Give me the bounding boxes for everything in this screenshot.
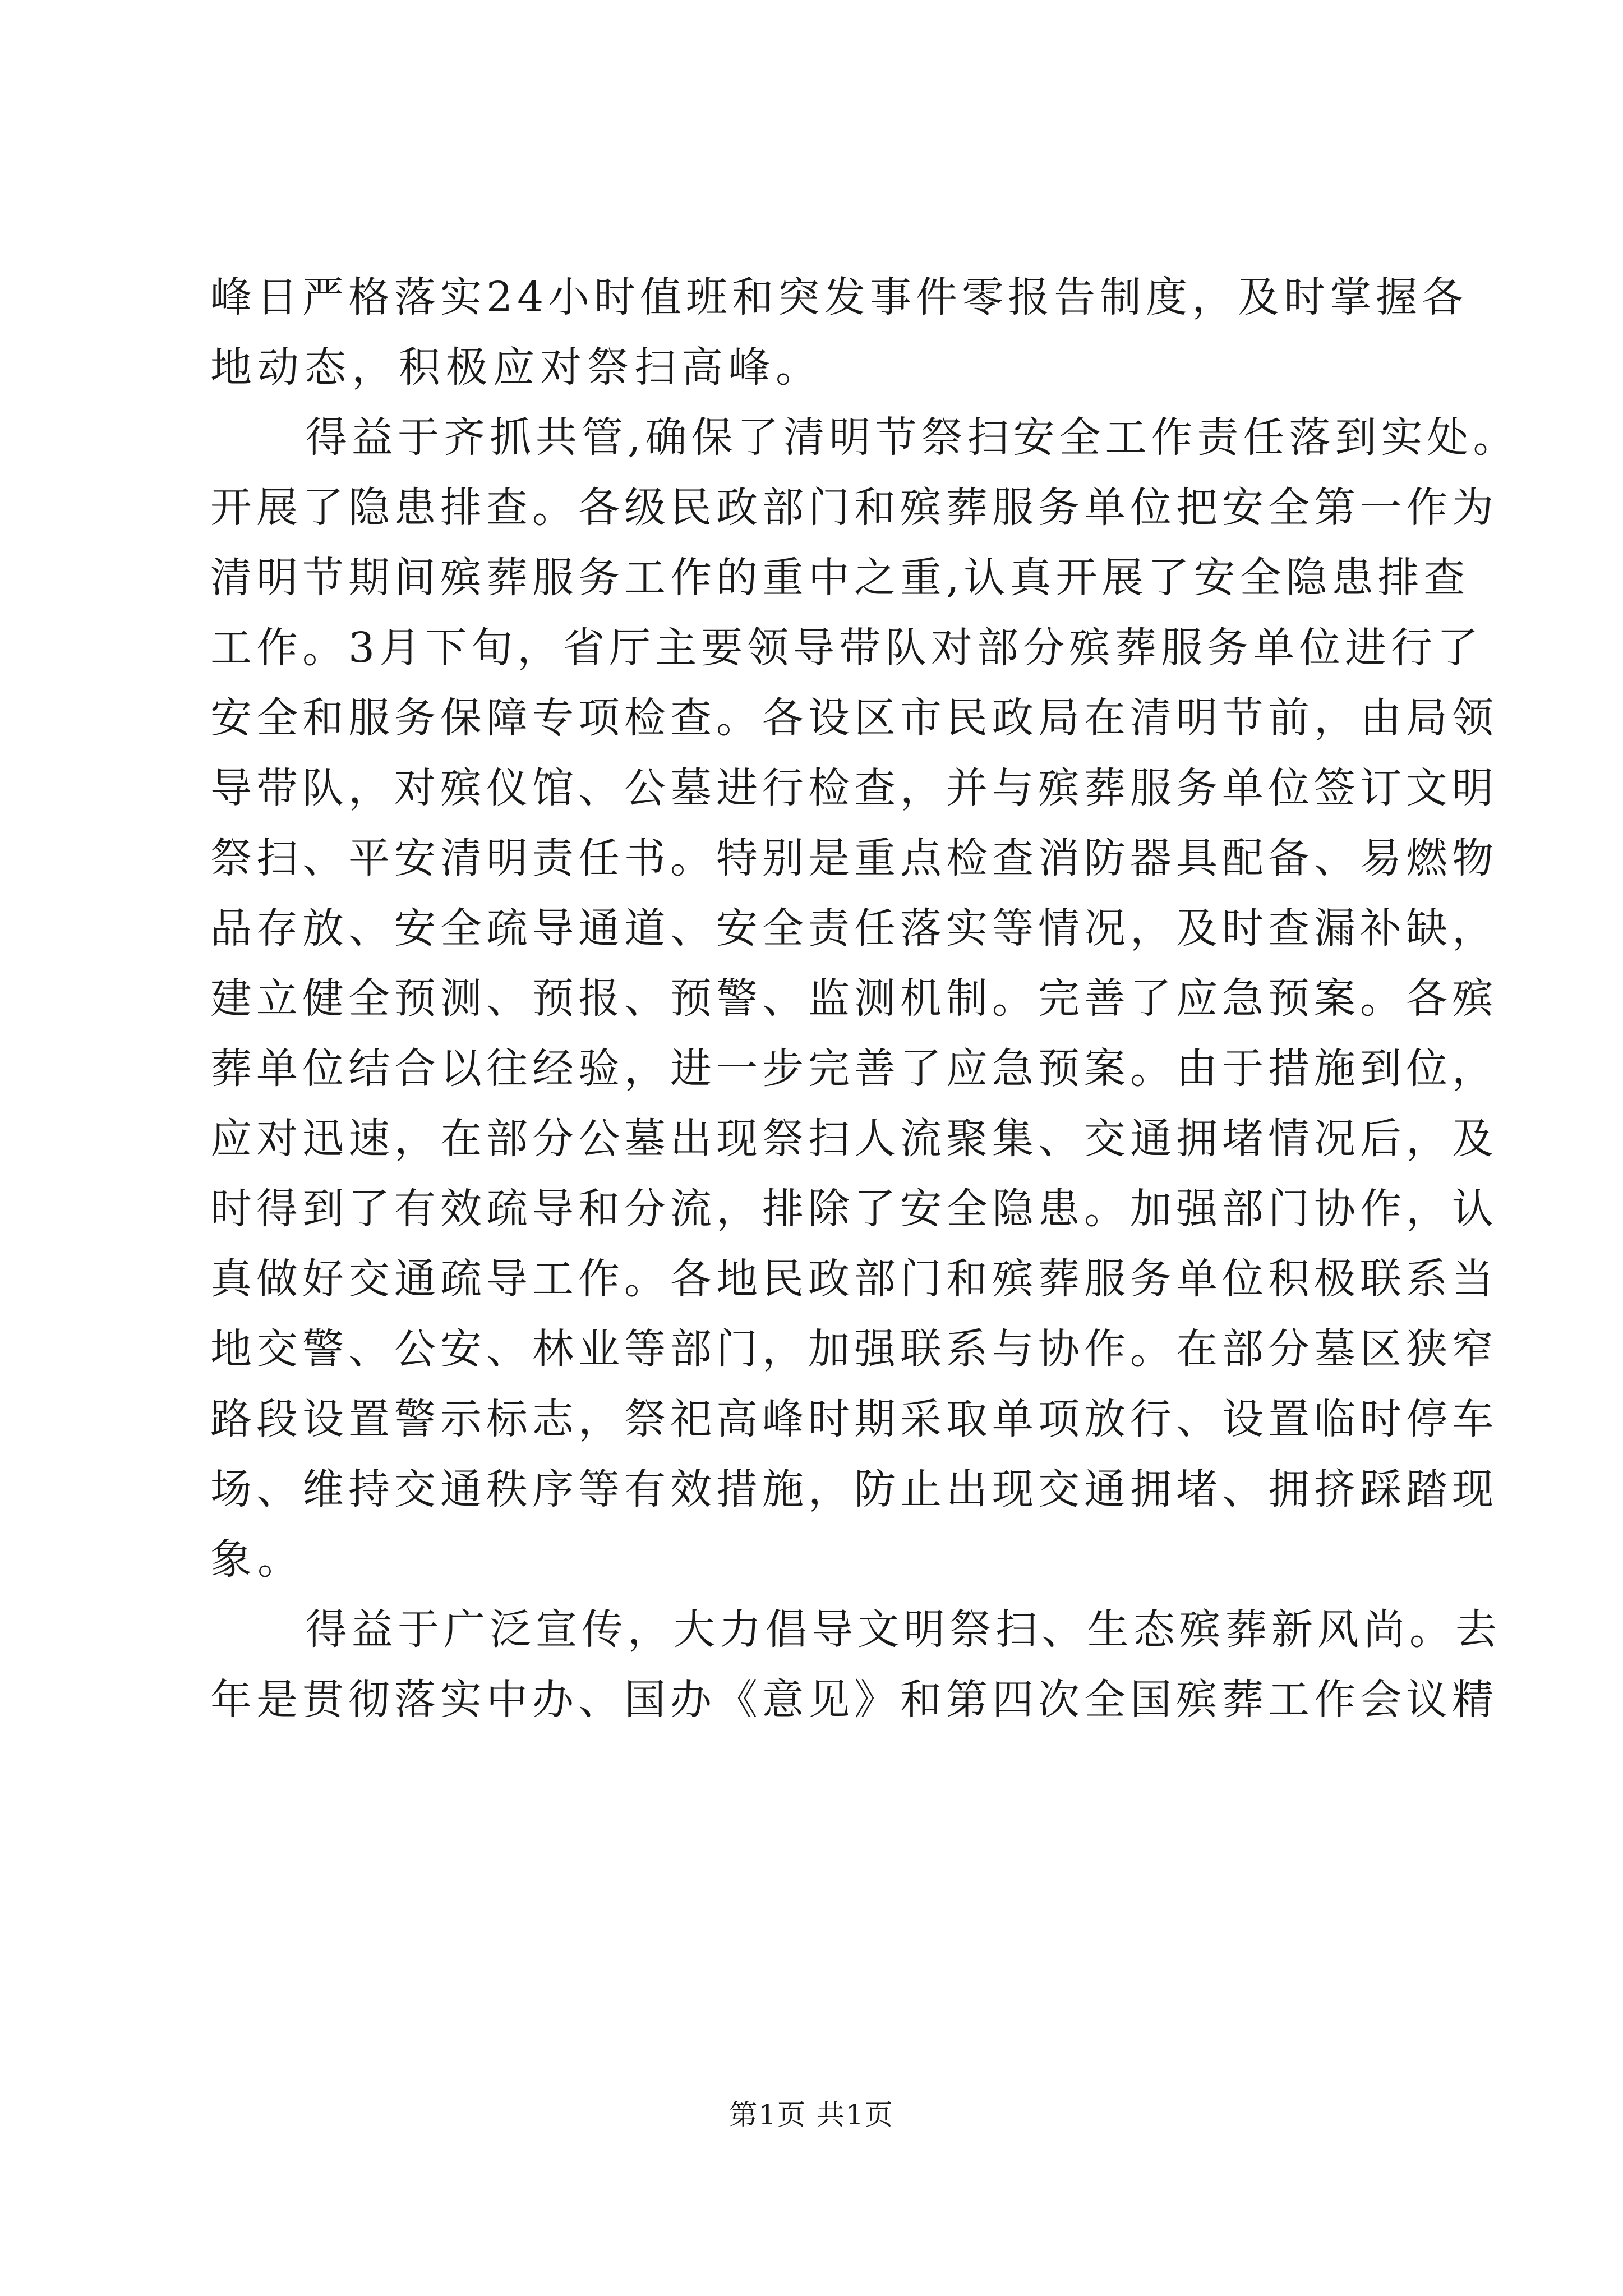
text-line: 品存放、安全疏导通道、安全责任落实等情况，及时查漏补缺， xyxy=(210,904,1498,953)
text-line: 年是贯彻落实中办、国办《意见》和第四次全国殡葬工作会议精 xyxy=(210,1676,1498,1724)
text-line: 葬单位结合以往经验，进一步完善了应急预案。由于措施到位， xyxy=(210,1045,1498,1093)
text-line: 建立健全预测、预报、预警、监测机制。完善了应急预案。各殡 xyxy=(210,974,1498,1023)
text-line: 场、维持交通秩序等有效措施，防止出现交通拥堵、拥挤踩踏现 xyxy=(210,1465,1498,1513)
text-line: 得益于广泛宣传，大力倡导文明祭扫、生态殡葬新风尚。去 xyxy=(306,1605,1501,1654)
text-line: 真做好交通疏导工作。各地民政部门和殡葬服务单位积极联系当 xyxy=(210,1255,1498,1303)
text-line: 路段设置警示标志，祭祀高峰时期采取单项放行、设置临时停车 xyxy=(210,1395,1498,1443)
text-line: 工作。3月下旬，省厅主要领导带队对部分殡葬服务单位进行了 xyxy=(210,624,1483,672)
document-body xyxy=(210,263,1519,1735)
text-line: 象。 xyxy=(210,1535,305,1584)
text-line: 导带队，对殡仪馆、公墓进行检查，并与殡葬服务单位签订文明 xyxy=(210,764,1498,812)
text-line: 地交警、公安、林业等部门，加强联系与协作。在部分墓区狭窄 xyxy=(210,1325,1498,1373)
text-line: 得益于齐抓共管,确保了清明节祭扫安全工作责任落到实处。 xyxy=(306,413,1519,462)
text-line: 时得到了有效疏导和分流，排除了安全隐患。加强部门协作，认 xyxy=(210,1185,1498,1233)
text-line: 清明节期间殡葬服务工作的重中之重,认真开展了安全隐患排查 xyxy=(210,554,1470,602)
text-line: 应对迅速，在部分公墓出现祭扫人流聚集、交通拥堵情况后，及 xyxy=(210,1115,1498,1163)
text-line: 开展了隐患排查。各级民政部门和殡葬服务单位把安全第一作为 xyxy=(210,484,1498,532)
text-line: 地动态，积极应对祭扫高峰。 xyxy=(210,343,823,392)
text-line: 安全和服务保障专项检查。各设区市民政局在清明节前，由局领 xyxy=(210,694,1498,742)
text-line: 峰日严格落实24小时值班和突发事件零报告制度，及时掌握各 xyxy=(210,273,1468,321)
text-line: 祭扫、平安清明责任书。特别是重点检查消防器具配备、易燃物 xyxy=(210,834,1498,882)
page-footer: 第1页 共1页 xyxy=(729,2099,894,2131)
